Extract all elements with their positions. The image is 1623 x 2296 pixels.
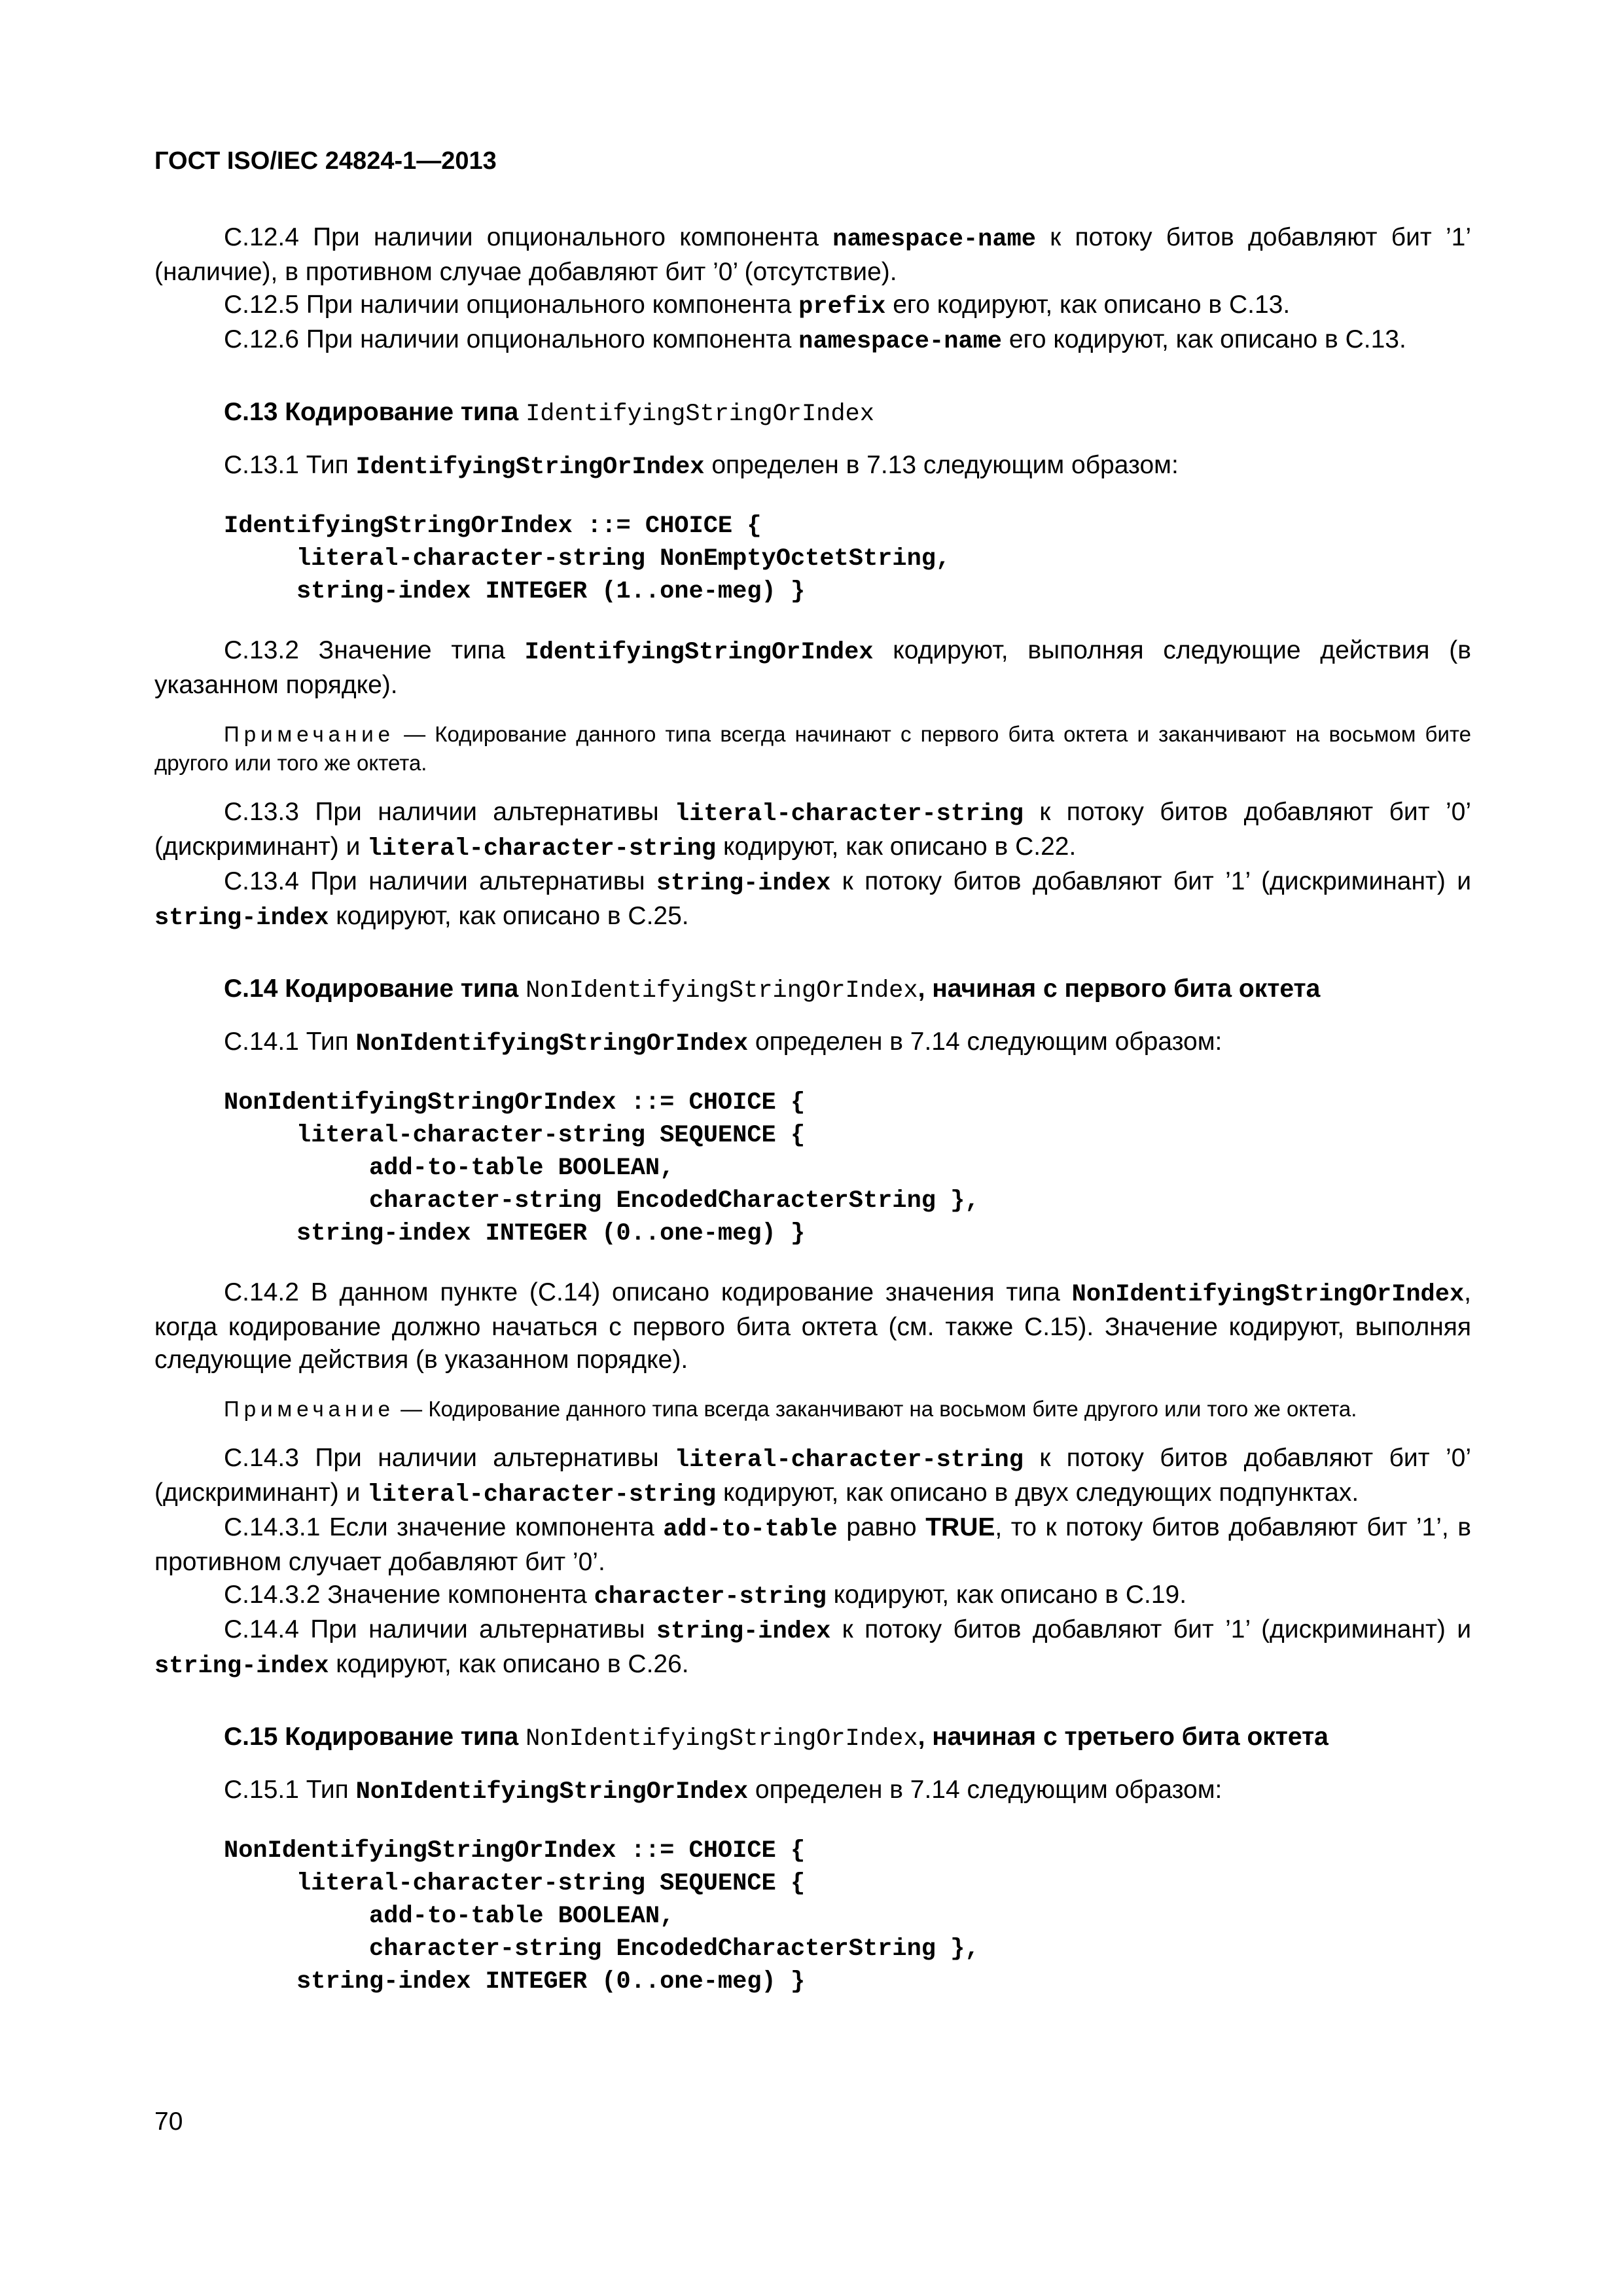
note-text: — Кодирование данного типа всегда начинают с первого бита октета и заканчивают на восьмом бите другого или того же октета.: [154, 722, 1471, 775]
code-term: literal-character-string: [367, 1481, 717, 1509]
spacer: [154, 431, 1471, 449]
note-c14: [154, 1395, 1471, 1424]
text-run: его кодируют, как описано в С.13.: [885, 291, 1291, 319]
note-label: Примечание: [224, 722, 395, 746]
spacer: [154, 608, 1471, 634]
paragraph-c15-1: [154, 1774, 1471, 1808]
text-run: к потоку битов добавляют бит ’0’ (дискриминант) и: [154, 798, 1471, 861]
text-run: С.13.3 При наличии альтернативы: [224, 798, 675, 826]
paragraph-c13-3: [154, 796, 1471, 865]
paragraph-c13-2: [154, 634, 1471, 702]
text-run: С.14.3.1 Если значение компонента: [224, 1513, 664, 1541]
section-heading-c15: [154, 1721, 1471, 1755]
heading-text: С.14 Кодирование типа: [224, 975, 526, 1003]
code-term: namespace-name: [798, 328, 1003, 355]
spacer: [154, 1424, 1471, 1442]
text-run: С.13.4 При наличии альтернативы: [224, 867, 656, 895]
text-run: кодируют, как описано в С.26.: [329, 1650, 689, 1678]
paragraph-c14-3: [154, 1442, 1471, 1511]
text-run: кодируют, как описано в двух следующих подпунктах.: [716, 1479, 1359, 1507]
spacer: [154, 1808, 1471, 1835]
paragraph-c14-3-1: [154, 1511, 1471, 1579]
spacer: [154, 1376, 1471, 1395]
paragraph-c13-4: [154, 865, 1471, 935]
text-run: , когда кодирование должно начаться с первого бита октета (см. также С.15). Значение кодируют, выполняя следующие действия (в указанном порядке).: [154, 1278, 1471, 1374]
paragraph-c12-4: [154, 221, 1471, 289]
code-term: NonIdentifyingStringOrIndex: [526, 977, 918, 1005]
spacer: [154, 935, 1471, 973]
spacer: [154, 778, 1471, 796]
text-run: его кодируют, как описано в С.13.: [1002, 325, 1406, 353]
text-run: С.14.3.2 Значение компонента: [224, 1581, 594, 1609]
text-run: , то к потоку битов добавляют бит ’1’, в противном случает добавляют бит ’0’.: [154, 1513, 1472, 1576]
code-term: namespace-name: [832, 226, 1036, 253]
code-term: string-index: [154, 1653, 329, 1680]
text-run: С.13.1 Тип: [224, 451, 356, 479]
document-body: [154, 221, 1471, 1998]
code-term: character-string: [594, 1583, 827, 1611]
section-heading-c14: [154, 973, 1471, 1007]
code-term: literal-character-string: [367, 835, 717, 863]
spacer: [154, 484, 1471, 510]
text-run: С.12.6 При наличии опционального компонента: [224, 325, 799, 353]
code-term: IdentifyingStringOrIndex: [524, 639, 874, 666]
heading-text: , начиная с первого бита октета: [918, 975, 1321, 1003]
text-run: кодируют, выполняя следующие действия (в указанном порядке).: [154, 636, 1471, 699]
code-term: string-index: [656, 1618, 831, 1645]
code-term: NonIdentifyingStringOrIndex: [355, 1030, 749, 1058]
paragraph-c14-2: [154, 1276, 1471, 1376]
text-run: к потоку битов добавляют бит ’1’ (дискриминант) и: [830, 867, 1471, 895]
asn1-code-block-c14: NonIdentifyingStringOrIndex ::= CHOICE { literal-character-string SEQUENCE { add-to-table BOOLEAN, character-string EncodedCharacterString }, string-index INTEGER (0..one-meg) }: [224, 1089, 980, 1247]
text-run: определен в 7.13 следующим образом:: [704, 451, 1179, 479]
spacer: [154, 1060, 1471, 1086]
code-term: NonIdentifyingStringOrIndex: [355, 1778, 749, 1806]
text-run: кодируют, как описано в С.22.: [716, 833, 1077, 861]
asn1-code-block-c15: NonIdentifyingStringOrIndex ::= CHOICE { literal-character-string SEQUENCE { add-to-table BOOLEAN, character-string EncodedCharacterString }, string-index INTEGER (0..one-meg) }: [224, 1837, 980, 1996]
text-run: С.15.1 Тип: [224, 1776, 356, 1804]
spacer: [154, 1007, 1471, 1026]
text-run: С.14.1 Тип: [224, 1028, 356, 1056]
code-term: NonIdentifyingStringOrIndex: [1071, 1281, 1465, 1308]
code-term: prefix: [798, 293, 886, 321]
text-run: к потоку битов добавляют бит ’0’ (дискриминант) и: [154, 1444, 1471, 1507]
section-heading-c13: [154, 396, 1471, 431]
spacer: [154, 702, 1471, 720]
paragraph-c14-1: [154, 1026, 1471, 1060]
text-run: С.14.3 При наличии альтернативы: [224, 1444, 675, 1472]
paragraph-c14-3-2: [154, 1579, 1471, 1613]
text-run: С.12.4 При наличии опционального компонента: [224, 223, 833, 251]
text-run: определен в 7.14 следующим образом:: [748, 1776, 1222, 1804]
note-text: — Кодирование данного типа всегда заканчивают на восьмом бите другого или того же октета.: [395, 1397, 1357, 1421]
text-run: С.14.2 В данном пункте (С.14) описано кодирование значения типа: [224, 1278, 1072, 1306]
paragraph-c13-1: [154, 449, 1471, 484]
spacer: [154, 1683, 1471, 1721]
bold-term: TRUE: [925, 1513, 995, 1541]
code-term: string-index: [154, 905, 329, 932]
spacer: [154, 1755, 1471, 1774]
text-run: к потоку битов добавляют бит ’1’ (дискриминант) и: [830, 1615, 1471, 1643]
text-run: кодируют, как описано в С.19.: [826, 1581, 1187, 1609]
heading-text: С.15 Кодирование типа: [224, 1723, 526, 1751]
text-run: кодируют, как описано в С.25.: [329, 902, 689, 930]
text-run: С.12.5 При наличии опционального компонента: [224, 291, 799, 319]
spacer: [154, 1250, 1471, 1276]
text-run: к потоку битов добавляют бит ’1’ (наличие), в противном случае добавляют бит ’0’ (отсутствие).: [154, 223, 1471, 286]
text-run: С.14.4 При наличии альтернативы: [224, 1615, 656, 1643]
asn1-code-block-c13: IdentifyingStringOrIndex ::= CHOICE { literal-character-string NonEmptyOctetString, string-index INTEGER (1..one-meg) }: [224, 512, 951, 605]
code-term: add-to-table: [663, 1516, 838, 1543]
paragraph-c14-4: [154, 1613, 1471, 1683]
note-label: Примечание: [224, 1397, 395, 1421]
heading-text: С.13 Кодирование типа: [224, 398, 526, 426]
code-term: NonIdentifyingStringOrIndex: [526, 1725, 918, 1753]
text-run: С.13.2 Значение типа: [224, 636, 525, 664]
spacer: [154, 358, 1471, 396]
paragraph-c12-5: [154, 289, 1471, 323]
code-term: IdentifyingStringOrIndex: [355, 454, 705, 481]
document-header: ГОСТ ISO/IEC 24824-1—2013: [154, 147, 497, 175]
page-number: 70: [154, 2108, 183, 2136]
text-run: равно: [837, 1513, 926, 1541]
code-term: string-index: [656, 870, 831, 897]
code-term: literal-character-string: [675, 800, 1024, 828]
text-run: определен в 7.14 следующим образом:: [748, 1028, 1222, 1056]
code-term: literal-character-string: [675, 1446, 1024, 1474]
heading-text: , начиная с третьего бита октета: [918, 1723, 1329, 1751]
code-term: IdentifyingStringOrIndex: [526, 401, 874, 428]
paragraph-c12-6: [154, 323, 1471, 358]
note-c13: [154, 720, 1471, 778]
